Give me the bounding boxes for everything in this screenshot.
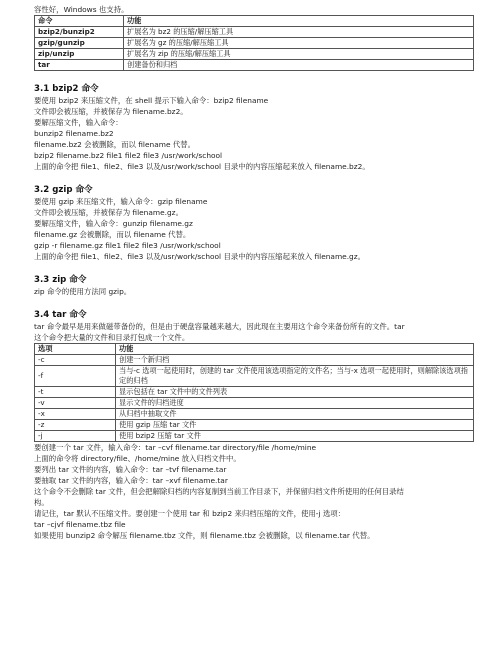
table-cell: 显示文件的归档进度 <box>116 398 474 409</box>
table-cell: 扩展名为 bz2 的压缩/解压缩工具 <box>124 27 474 38</box>
table-cell: 创建备份和归档 <box>124 60 474 71</box>
section-heading: 3.2 gzip 命令 <box>34 185 93 195</box>
table-cell: -t <box>35 387 116 398</box>
body-line: 文件即会被压缩，并被保存为 filename.gz。 <box>34 208 183 217</box>
body-line: 要解压缩文件，输入命令：gunzip filename.gz <box>34 219 193 228</box>
command-table <box>34 15 474 71</box>
tar-options-table <box>34 343 474 442</box>
body-line: 上面的命令把 file1、file2、file3 以及/usr/work/school 目录中的内容压缩起来放入 filename.bz2。 <box>34 162 370 171</box>
table-cell: 创建一个新归档 <box>116 355 474 366</box>
table-cell: 使用 gzip 压缩 tar 文件 <box>116 420 474 431</box>
table-header-cell: 选项 <box>35 344 116 355</box>
table-cell: 扩展名为 gz 的压缩/解压缩工具 <box>124 38 474 49</box>
body-line: 上面的命令将 directory/file、/home/mine 放入归档文件中。 <box>34 454 241 463</box>
table-cell: 扩展名为 zip 的压缩/解压缩工具 <box>124 49 474 60</box>
table-cell: 当与-c 选项一起使用时，创建的 tar 文件使用该选项指定的文件名；当与-x 选项一起使用时，则解除该选项指定的归档 <box>116 366 474 387</box>
table-header-cell: 功能 <box>116 344 474 355</box>
table-row <box>35 387 474 398</box>
body-line: 要使用 bzip2 来压缩文件，在 shell 提示下输入命令：bzip2 filename <box>34 96 269 105</box>
body-line: 要使用 gzip 来压缩文件，输入命令：gzip filename <box>34 197 208 206</box>
table-cell: -x <box>35 409 116 420</box>
table-header-cell: 功能 <box>124 16 474 27</box>
table-row <box>35 49 474 60</box>
body-line: 构。 <box>34 498 49 507</box>
table-cell: zip/unzip <box>35 49 124 60</box>
table-row <box>35 355 474 366</box>
table-cell: 显示包括在 tar 文件中的文件列表 <box>116 387 474 398</box>
table-row <box>35 409 474 420</box>
table-row <box>35 38 474 49</box>
table-cell: -c <box>35 355 116 366</box>
body-line: 这个命令把大量的文件和目录打包成一个文件。 <box>34 333 190 342</box>
document-content <box>34 4 474 541</box>
table-header-cell: 命令 <box>35 16 124 27</box>
table-row <box>35 60 474 71</box>
table-cell: bzip2/bunzip2 <box>35 27 124 38</box>
table-row <box>35 431 474 442</box>
body-line: zip 命令的使用方法同 gzip。 <box>34 287 132 296</box>
table-cell: -f <box>35 366 116 387</box>
body-line: tar 命令最早是用来做磁带备份的，但是由于硬盘容量越来越大，因此现在主要用这个命令来备份所有的文件。tar <box>34 322 405 331</box>
table-row <box>35 420 474 431</box>
body-line: 要创建一个 tar 文件，输入命令：tar –cvf filename.tar directory/file /home/mine <box>34 443 317 452</box>
table-header-row <box>35 344 474 355</box>
table-cell: 使用 bzip2 压缩 tar 文件 <box>116 431 474 442</box>
table-cell: -j <box>35 431 116 442</box>
code-line: bzip2 filename.bz2 file1 file2 file3 /usr/work/school <box>34 151 223 160</box>
table-cell: tar <box>35 60 124 71</box>
body-line: filename.bz2 会被删除，而以 filename 代替。 <box>34 140 196 149</box>
code-line: tar –cjvf filename.tbz file <box>34 520 126 529</box>
table-cell: gzip/gunzip <box>35 38 124 49</box>
body-line: 请记住，tar 默认不压缩文件。要创建一个使用 tar 和 bzip2 来归档压缩的文件，使用-j 选项： <box>34 509 346 518</box>
code-line: gzip -r filename.gz file1 file2 file3 /usr/work/school <box>34 241 221 250</box>
body-line: filename.gz 会被删除，而以 filename 代替。 <box>34 230 191 239</box>
table-header-row <box>35 16 474 27</box>
body-line: 要列出 tar 文件的内容，输入命令：tar –tvf filename.tar <box>34 465 227 474</box>
section-heading: 3.4 tar 命令 <box>34 310 87 320</box>
body-line: 上面的命令把 file1、file2、file3 以及/usr/work/school 目录中的内容压缩起来放入 filename.gz。 <box>34 252 366 261</box>
intro-text: 容性好，Windows 也支持。 <box>34 5 129 14</box>
body-line: 这个命令不会删除 tar 文件，但会把解除归档的内容复制到当前工作目录下，并保留归档文件所使用的任何目录结 <box>34 487 404 496</box>
table-row <box>35 366 474 387</box>
table-row <box>35 398 474 409</box>
section-heading: 3.1 bzip2 命令 <box>34 84 99 94</box>
table-row <box>35 27 474 38</box>
body-line: 如果使用 bunzip2 命令解压 filename.tbz 文件，则 filename.tbz 会被删除，以 filename.tar 代替。 <box>34 531 375 540</box>
table-cell: -v <box>35 398 116 409</box>
body-line: 要抽取 tar 文件的内容，输入命令：tar –xvf filename.tar <box>34 476 228 485</box>
body-line: 要解压缩文件，输入命令： <box>34 118 123 127</box>
section-heading: 3.3 zip 命令 <box>34 275 87 285</box>
code-line: bunzip2 filename.bz2 <box>34 129 114 138</box>
table-cell: 从归档中抽取文件 <box>116 409 474 420</box>
table-cell: -z <box>35 420 116 431</box>
body-line: 文件即会被压缩，并被保存为 filename.bz2。 <box>34 107 188 116</box>
